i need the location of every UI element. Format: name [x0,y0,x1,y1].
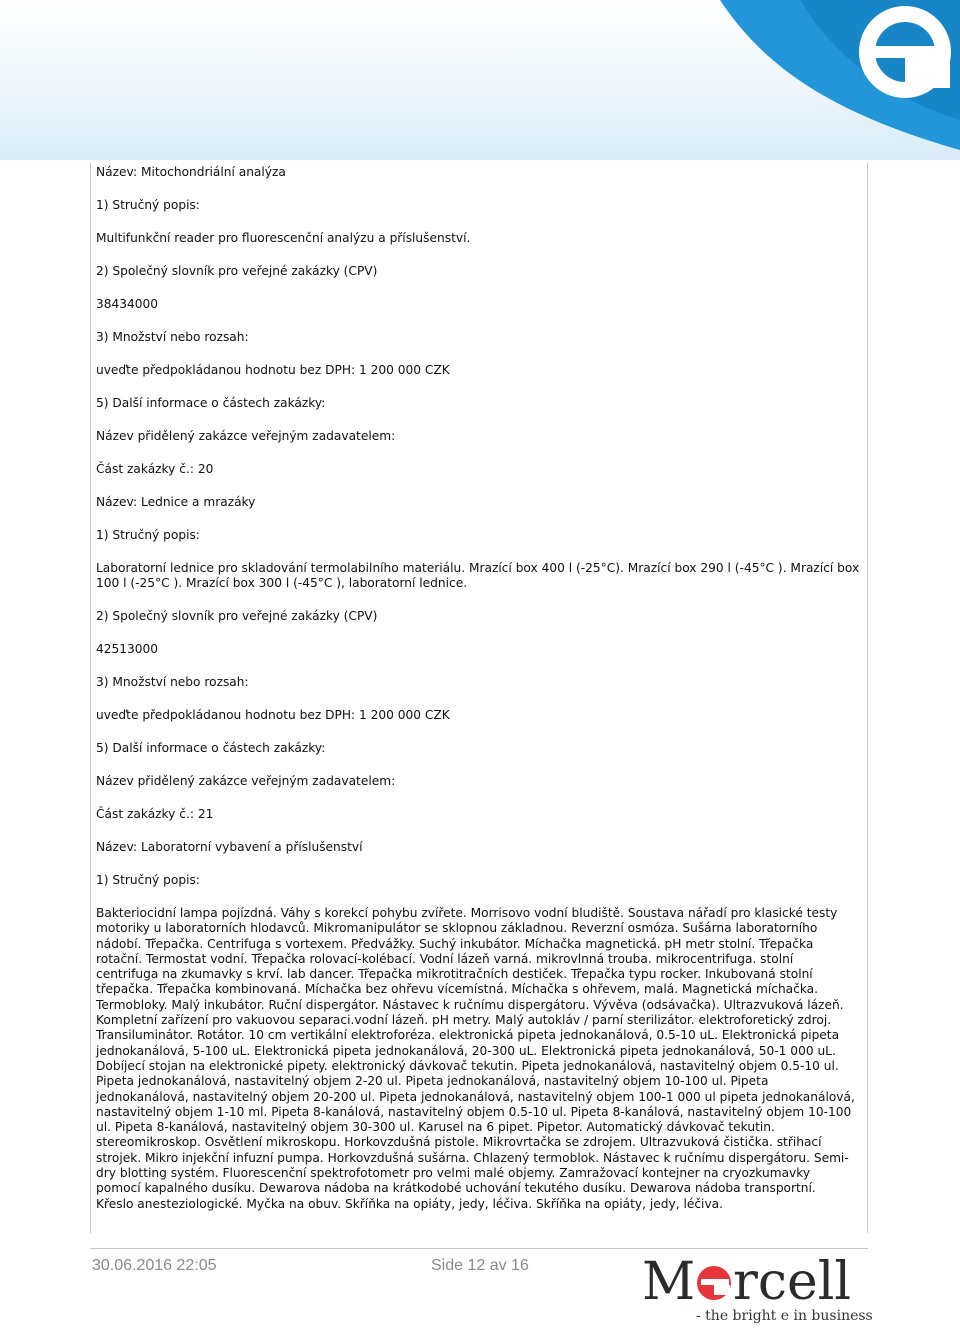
lot-description: 100 l (-25°C ). Mrazící box 300 l (-45°C ), laboratorní lednice. [96,576,468,590]
footer-divider [90,1248,868,1249]
footer-date: 30.06.2016 22:05 [92,1257,217,1274]
section-heading: 1) Stručný popis: [96,528,200,542]
cpv-code: 42513000 [96,642,159,656]
section-heading: 5) Další informace o částech zakázky: [96,396,326,410]
section-heading: 5) Další informace o částech zakázky: [96,741,326,755]
svg-text:M: M [642,1252,696,1312]
field-label: Název přidělený zakázce veřejným zadavatelem: [96,429,396,443]
lot-description: Laboratorní lednice pro skladování termolabilního materiálu. Mrazící box 400 l (-25°C). Mrazící box 290 l (-45°C ). Mrazící box [96,561,860,575]
section-heading: 1) Stručný popis: [96,873,200,887]
lot-number: Část zakázky č.: 21 [96,807,214,821]
section-heading: 2) Společný slovník pro veřejné zakázky (CPV) [96,609,378,623]
mercell-logo [640,1252,873,1330]
lot-title: Název: Mitochondriální analýza [96,165,286,179]
field-label: Název přidělený zakázce veřejným zadavatelem: [96,774,396,788]
cpv-code: 38434000 [96,297,159,311]
section-heading: 1) Stručný popis: [96,198,200,212]
mercell-wordmark-icon [640,1252,870,1312]
svg-text:rcell: rcell [733,1252,852,1312]
page-number: Side 12 av 16 [431,1257,529,1274]
lot-title: Název: Lednice a mrazáky [96,495,256,509]
right-border [867,163,868,1233]
lot-number: Část zakázky č.: 20 [96,462,214,476]
left-border [90,163,91,1233]
e-logo-icon [859,6,951,98]
document-body [90,163,868,1233]
equipment-list: Bakteriocidní lampa pojízdná. Váhy s korekcí pohybu zvířete. Morrisovo vodní bludiště. Soustava nářadí pro klasické testy motoriky u laboratorních hlodavců. Mikromanipulátor se sklopnou základnou. Reverzní osmóza. Sušárna laboratorního nádobí. Třepačka. Centrifuga s vortexem. Předvážky. Suchý inkubátor. Míchačka magnetická. pH metr stolní. Třepačka rotační. Termostat vodní. Třepačka rolovací-kolébací. Vodní lázeň varná. mikrovlnná trouba. mikrocentrifuga. stolní centrifuga na zkumavky s krví. lab dancer. Třepačka mikrotitračních destiček. Třepačka typu rocker. Inkubovaná stolní třepačka. Třepačka kombinovaná. Míchačka bez ohřevu vícemístná. Míchačka s ohřevem, malá. Magnetická míchačka. Termobloky. Malý inkubátor. Ruční dispergátor. Nástavec k ručnímu dispergátoru. Vývěva (odsávačka). Ultrazvuková lázeň. Kompletní zařízení pro vakuovou separaci.vodní lázeň. pH metry. Malý autokláv / parní sterilizátor. elektroforetický zdroj. Transiluminátor. Rotátor. 10 cm vertikální elektroforéza. elektronická pipeta jednokanálová, 0.5-10 uL. Elektronická pipeta jednokanálová, 5-100 uL. Elektronická pipeta jednokanálová, 20-300 uL. Elektronická pipeta jednokanálová, 50-1 000 uL. Dobíjecí stojan na elektronické pipety. elektronický dávkovač tekutin. Pipeta jednokanálová, nastavitelný objem 0.5-10 ul. Pipeta jednokanálová, nastavitelný objem 2-20 ul. Pipeta jednokanálová, nastavitelný objem 10-100 ul. Pipeta jednokanálová, nastavitelný objem 20-200 ul. Pipeta jednokanálová, nastavitelný objem 100-1 000 ul pipeta jednokanálová, nastavitelný objem 1-10 ml. Pipeta 8-kanálová, nastavitelný objem 0.5-10 ul. Pipeta 8-kanálová, nastavitelný objem 10-100 ul. Pipeta 8-kanálová, nastavitelný objem 30-300 ul. Karusel na 6 pipet. Pipetor. Automatický dávkovač tekutin. stereomikroskop. Osvětlení mikroskopu. Horkovzdušná pistole. Mikrovrtačka se zdrojem. Ultrazvuková čistička. střihací strojek. Mikro injekční infuzní pumpa. Horkovzdušná sušárna. Chlazený termoblok. Nástavec k ručnímu dispergátoru. Semi-dry blotting systém. Fluorescenční spektrofotometr pro velmi malé objemy. Zamražovací kontejner na cryozkumavky pomocí kapalného dusíku. Dewarova nádoba na krátkodobé uchování tekutého dusíku. Dewarova nádoba transportní. Křeslo anesteziologické. Myčka na obuv. Skříňka na opiáty, jedy, léčiva. Skříňka na opiáty, jedy, léčiva. [96,906,855,1211]
lot-title: Název: Laboratorní vybavení a příslušenství [96,840,363,854]
lot-description: Multifunkční reader pro fluorescenční analýzu a příslušenství. [96,231,471,245]
section-heading: 3) Množství nebo rozsah: [96,330,249,344]
logo-tagline: - the bright e in business [696,1308,873,1324]
section-heading: 2) Společný slovník pro veřejné zakázky (CPV) [96,264,378,278]
header-banner [0,0,960,160]
section-heading: 3) Množství nebo rozsah: [96,675,249,689]
estimated-value: uveďte předpokládanou hodnotu bez DPH: 1 200 000 CZK [96,363,450,377]
estimated-value: uveďte předpokládanou hodnotu bez DPH: 1 200 000 CZK [96,708,450,722]
